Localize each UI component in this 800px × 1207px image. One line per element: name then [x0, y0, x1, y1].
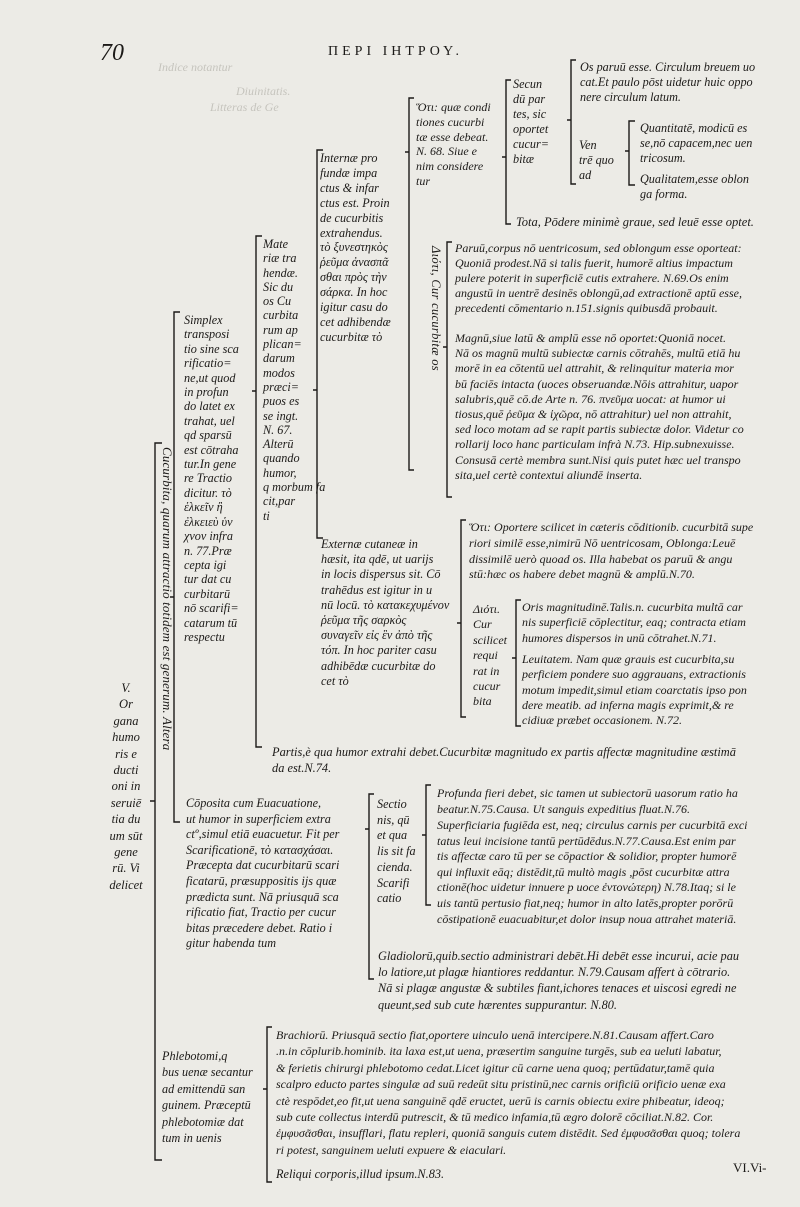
brace-ventre [625, 121, 635, 185]
phlebotomi-branch: Phlebotomi,q bus uenæ secantur ad emittendū san guinem. Præceptū phlebotomiæ dat tum in uenis [162, 1049, 253, 1146]
internae-branch: Internæ pro fundæ impa ctus & infar ctus est. Proin de cucurbitis extrahendus. τὸ ξυνεστηκὸς ῥεῦμα ἀνασπᾶ σθαι πρὸς τὴν σάρκα. In hoc igitur casu do cet adhibendæ cucurbitæ τὸ [320, 151, 391, 344]
ventre-label: Ven trē quo ad [579, 138, 614, 182]
brace-secun [567, 60, 576, 184]
brace-diotii-lower [512, 600, 521, 726]
bleed-through-2: Diuinitatis. [236, 84, 291, 98]
brachiorum-paragraph: Brachiorū. Priusquā sectio fiat,oportere uinculo uenā intercipere.N.81.Causam affert.Caro .n.in cōplurib.hominib. ita laxa est,ut uena, præsertim sanguine turgēs, sub ea ueluti labatur, & ferietis chirurgi phlebotomo cedat.Licet igitur cū carne uena quoq; pertūdatur,tamē quia scalpro educto partes singulæ ad suū redeūt situ pristinū,nec carnis orificiū orificio uenæ exa ctè respōdet,eo fit,ut uena sanguinē qdē eructet, uerū is carnis obiectu exire phibeatur, ideoq; sub cute collectus interdū putrescit, & tū medico infamia,tū ægro dolorē cōciliat.N.82. Cor. ἐμφυσᾶσθαι, insufflari, flatu repleri, quoniā sanguis cutem distēdit. Sed ἐμφυσᾶσθαι quoq; tolera ri potest, sanguinem ueluti expuere & eiaculari. [276, 1028, 741, 1157]
partis-text: Partis,è qua humor extrahi debet.Cucurbitæ magnitudo ex partis affectæ magnitudine æstimā da est.N.74. [272, 745, 736, 775]
diotii-vertical-label: Διότι, Cur cucurbitæ os [429, 246, 443, 371]
catchword: VI.Vi- [733, 1160, 767, 1175]
materiae-branch: Mate riæ tra hendæ. Sic du os Cu curbita rum ap plican= darum modos præci= puos es se ingt. N. 67. Alterū quando humor, q morbum fa cit,par ti [263, 237, 326, 523]
externae-branch: Externæ cutaneæ in hæsit, ita qdē, ut uarijs in locis dispersus sit. Cō trahēdus est igitur in u nū locū. τὸ κατακεχυμένον ῥεῦμα τῆς σαρκὸς συναγεῖν εἰς ἓν ἀπὸ τῆς τόπ. In hoc pariter casu adhibēdæ cucurbitæ do cet τὸ [321, 537, 450, 688]
brace-ot-upper [502, 80, 511, 224]
bleed-through-1: Indice notantur [158, 60, 233, 74]
diotii-lower-label: Διότι. Cur scilicet requi rat in cucur bita [473, 602, 507, 709]
bleed-through-3: Litteras de Ge [210, 100, 279, 114]
page-number: 70 [100, 40, 124, 66]
gladiolorum-text: Gladiolorū,quib.sectio administrari debēt.Hi debēt esse incurui, acie pau lo latiore,ut plagæ hiantiores reddantur. N.79.Causam affert à cōtrario. Nā si plagæ angustæ & subtiles fiant,ichores tenaces et uiscosi egredi ne queunt,sed sub cute hærentes suppurantur. N.80. [378, 949, 740, 1012]
oris-text: Oris magnitudinē.Talis.n. cucurbita multā car nis superficiē cōplectitur, eaq; contracta etiam humores dispersos in unū cōtrahet.N.71. [522, 600, 746, 645]
magnu-paragraph: Magnū,siue latū & amplū esse nō oportet:Quoniā nocet. Nā os magnū multū subiectæ carnis cōtrahēs, multū etiā hu morē in ea cōtentū uel attrahit, & relinquitur materia mor bū faciēs intacta (uoces obseruandæ.Nōis attrahitur, uapor salubris,quē cō.de Arte n. 76. πνεῦμα uocat: at humor ui tiosus,quē ῥεῦμα & ἰχῶρα, nō attrahitur) uel non attrahit, sed loco motam ad se rapit partis subiectæ dolor. Videtur co rollarij loco hanc particulam infrà N.73. Hip.subnexuisse. Consusā certè membra sunt.Nisi quis putet hæc uel transpo sita,uel certè contextui aliundē inserta. [455, 331, 744, 482]
section-heading-v: V. Or gana humo ris e ducti oni in seruiē tia du um sūt gene rū. Vi delicet [109, 681, 143, 892]
reliqui-text: Reliqui corporis,illud ipsum.N.83. [276, 1167, 445, 1181]
brace-simplex [252, 236, 262, 747]
secun-branch: Secun dū par tes, sic oportet cucur= bitæ [513, 77, 549, 166]
profunda-text: Profunda fieri debet, sic tamen ut subiectorū uasorum ratio ha beatur.N.75.Causa. Ut sanguis expeditius fluat.N.76. [437, 786, 738, 816]
os-paruu-text: Os paruū esse. Circulum breuem uo cat.Et paulo pōst uidetur huic oppo nere circulum latum. [580, 60, 756, 104]
brace-sectio [422, 785, 431, 905]
simplex-branch: Simplex transposi tio sine sca rificatio= ne,ut quod in profun do latet ex trahat, uel qd sparsū est cōtraha tur.In gene re Tractio dicitur. τὸ ἑλκεῖν ἢ ἐλκειεὺ ὑν χνον infra n. 77.Præ cepta igi tur dat cu curbitarū nō scarifi= catarum tū respectu [184, 313, 239, 644]
ot-upper-branch: Ὅτι: quæ condi tiones cucurbi tæ esse debeat. N. 68. Siue e nim considere tur [416, 100, 491, 188]
tota-text: Tota, Pōdere minimè graue, sed leuē esse optet. [516, 215, 754, 229]
quantitate-text: Quantitatē, modicū es se,nō capacem,nec uen tricosum. [640, 121, 753, 165]
cucurbita-vertical-heading: Cucurbita, quarum attractio totidem est generum. Altera [160, 447, 175, 751]
brace-phlebotomi [263, 1027, 272, 1182]
running-head: ΠΕΡΙ ΙΗΤΡΟΥ. [328, 44, 464, 59]
sectio-label: Sectio nis, qū et qua lis sit fa cienda. Scarifi catio [377, 797, 416, 906]
qualitate-text: Qualitatem,esse oblon ga forma. [640, 172, 749, 201]
superficiaria-text: Superficiaria fugiēda est, neq; circulus carnis per cucurbitā exci tatus leui incisione tantū pertūdēdus.N.77.Causa.Est enim par tis affectæ caro tū per se cōpactior & solidior, propter humorē qui influxit eāq; distēdit,tū multò magis ,pōst cucurbitæ attra ctionē(hoc uidetur innuere p uoce ἐντονώτερη) N.78.Itaq; si le uis tantū pertusio fiat,neq; humor in alto latēs,propter porōrū cōstipationē euacuabitur,et dolor insup noua attrahet materiā. [437, 818, 748, 926]
brace-internae [405, 98, 414, 470]
paruu-paragraph: Paruū,corpus nō uentricosum, sed oblongum esse oporteat: Quoniā prodest.Nā si talis fuerit, humorē altius impactum pulere poterit in superficiē cutis extrahere. N.69.Os enim angustū in uentrē desinēs oblongū,ad extractionē aptū esse, precedenti cōmentario n.151.signis quibusdā probauit. [455, 241, 742, 316]
brace-composita [365, 794, 374, 979]
composita-branch: Cōposita cum Euacuatione, ut humor in superficiem extra ctº,simul etiā euacuetur. Fit per Scarificationē, τὸ κατασχάσαι. Præcepta dat cucurbitarū scari ficatarū, præsuppositis ijs quæ prædicta sunt. Nā priusquā sca rificatio fiat, Tractio per cucur bitas præcedere debet. Ratio i gitur habenda tum [186, 796, 340, 951]
leuitatem-text: Leuitatem. Nam quæ grauis est cucurbita,su perficiem pondere suo aggrauans, extractionis motum impedit,simul etiam coarctatis ipso pon dere meatib. ad inferna magis exprimit,& re cidiuæ præbet occasionem. N.72. [522, 652, 747, 728]
brace-externae [457, 520, 466, 717]
ot-lower-paragraph: Ὅτι: Oportere scilicet in cæteris cōditionib. cucurbitā supe riori similē esse,nimirū Nō uentricosam, Oblonga:Leuē dissimilē uerò quoad os. Illa habebat os paruū & angu stū:hæc os habere debet magnū & amplū.N.70. [469, 520, 754, 582]
brace-diotii [443, 242, 452, 497]
